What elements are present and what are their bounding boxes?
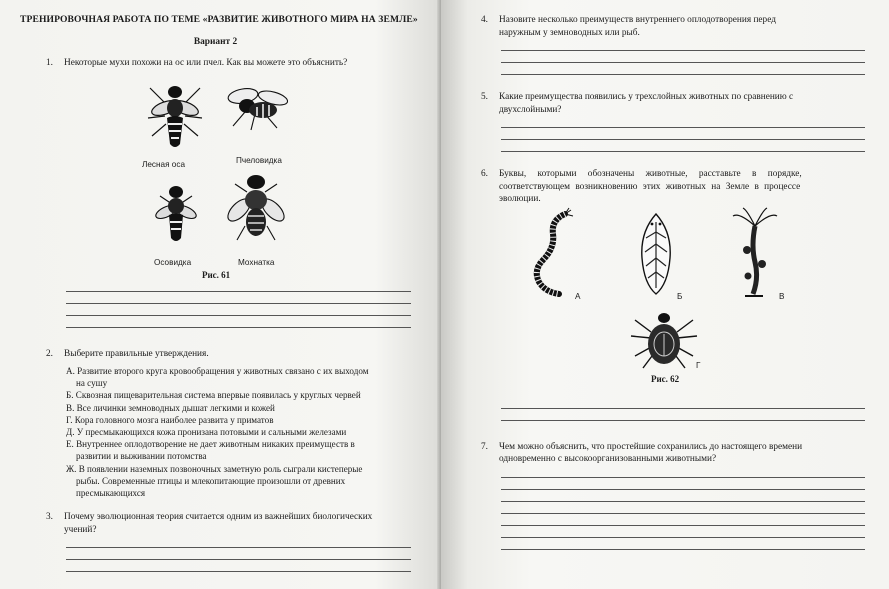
- question-text: учений?: [64, 524, 97, 535]
- option-a-cont: на сушу: [76, 378, 108, 389]
- question-text: соответствующем возникновению этих животных на Земле в процессе: [499, 181, 801, 192]
- answer-line[interactable]: [501, 140, 865, 152]
- answer-line[interactable]: [66, 536, 411, 548]
- hairyfly-illustration: [225, 170, 287, 244]
- answer-line[interactable]: [501, 128, 865, 140]
- answer-line[interactable]: [501, 51, 865, 63]
- answer-lines-q1: [66, 280, 411, 328]
- option-e[interactable]: Е. Внутреннее оплодотворение не дает животным никаких преимуществ в: [66, 439, 355, 450]
- answer-line[interactable]: [66, 304, 411, 316]
- question-text: Какие преимущества появились у трехслойных животных по сравнению с: [499, 92, 794, 102]
- question-number: 4.: [481, 15, 488, 25]
- answer-line[interactable]: [501, 526, 865, 538]
- answer-options: [66, 365, 411, 499]
- answer-line[interactable]: [501, 39, 865, 51]
- answer-line[interactable]: [66, 560, 411, 572]
- figure-61-caption: Рис. 61: [202, 269, 231, 280]
- option-d[interactable]: Д. У пресмыкающихся кожа пронизана потовыми и сальными железами: [66, 427, 347, 438]
- answer-lines-q4: [501, 39, 865, 75]
- question-text: наружным у земноводных или рыб.: [499, 27, 640, 38]
- option-g[interactable]: Г. Кора головного мозга наиболее развита у приматов: [66, 414, 274, 425]
- wasp-illustration: [140, 78, 210, 150]
- question-text: Почему эволюционная теория считается одним из важнейших биологических: [64, 512, 373, 523]
- answer-line[interactable]: [66, 548, 411, 560]
- worm-illustration: [529, 210, 579, 296]
- option-zh-cont: рыбы. Современные птицы и млекопитающие произошли от древних: [76, 475, 346, 486]
- question-number: 7.: [481, 441, 488, 452]
- left-page: [0, 0, 441, 589]
- answer-line[interactable]: [501, 466, 865, 478]
- figure-label-beefly: Пчеловидка: [236, 155, 282, 165]
- answer-line[interactable]: [66, 316, 411, 328]
- waspfly-illustration: [152, 182, 200, 246]
- question-text: Некоторые мухи похожи на ос или пчел. Как вы можете это объяснить?: [64, 58, 348, 68]
- answer-line[interactable]: [501, 514, 865, 526]
- question-text: Выберите правильные утверждения.: [64, 348, 209, 359]
- question-number: 6.: [481, 169, 488, 179]
- question-number: 1.: [46, 58, 53, 68]
- answer-lines-q5: [501, 116, 865, 152]
- answer-line[interactable]: [66, 292, 411, 304]
- option-zh-cont: пресмыкающихся: [76, 488, 146, 499]
- question-number: 5.: [481, 92, 488, 102]
- option-a[interactable]: А. Развитие второго круга кровообращения у животных связано с их выходом: [66, 366, 369, 376]
- figure-label-wasp: Лесная оса: [142, 159, 186, 169]
- flatworm-illustration: [636, 212, 676, 296]
- answer-lines-q7: [501, 466, 865, 550]
- question-4: [481, 14, 865, 39]
- figure-label-v: В: [779, 291, 785, 301]
- option-v[interactable]: В. Все личинки земноводных дышат легкими и кожей: [66, 402, 275, 413]
- hydra-illustration: [729, 206, 781, 300]
- right-page: [441, 0, 889, 589]
- question-5: [481, 91, 865, 116]
- answer-line[interactable]: [501, 63, 865, 75]
- worksheet-title: ТРЕНИРОВОЧНАЯ РАБОТА ПО ТЕМЕ «РАЗВИТИЕ ЖИВОТНОГО МИРА НА ЗЕМЛЕ»: [20, 14, 418, 25]
- figure-label-b: Б: [677, 291, 683, 301]
- answer-lines-q6: [501, 397, 865, 421]
- answer-line[interactable]: [66, 280, 411, 292]
- answer-line[interactable]: [501, 397, 865, 409]
- tick-illustration: [629, 306, 699, 372]
- answer-line[interactable]: [501, 409, 865, 421]
- question-6: [481, 168, 865, 206]
- figure-61: [20, 70, 411, 280]
- answer-line[interactable]: [501, 478, 865, 490]
- option-zh[interactable]: Ж. В появлении наземных позвоночных заметную роль сыграли кистеперые: [66, 463, 363, 474]
- beefly-illustration: [225, 82, 291, 132]
- figure-62: [501, 206, 865, 391]
- option-b[interactable]: Б. Сквозная пищеварительная система впервые появилась у круглых червей: [66, 390, 361, 401]
- question-text: Буквы, которыми обозначены животные, расставьте в порядке,: [499, 169, 802, 179]
- answer-line[interactable]: [501, 116, 865, 128]
- answer-line[interactable]: [501, 502, 865, 514]
- figure-label-g: Г: [696, 360, 701, 370]
- variant-heading: Вариант 2: [193, 37, 238, 47]
- question-text: одновременно с высокоорганизованными животными?: [499, 454, 717, 464]
- figure-label-waspfly: Осовидка: [154, 257, 192, 267]
- question-text: Чем можно объяснить, что простейшие сохранились до настоящего времени: [499, 441, 803, 452]
- answer-line[interactable]: [501, 538, 865, 550]
- figure-62-caption: Рис. 62: [651, 373, 680, 384]
- question-7: [481, 441, 865, 466]
- question-text: эволюции.: [499, 194, 541, 204]
- answer-lines-q3: [66, 536, 411, 572]
- question-2: [46, 348, 411, 361]
- question-number: 2.: [46, 348, 53, 359]
- answer-line[interactable]: [501, 490, 865, 502]
- question-text: Назовите несколько преимуществ внутреннего оплодотворения перед: [499, 15, 776, 25]
- question-3: [46, 511, 411, 536]
- option-e-cont: развитии и выживании потомства: [76, 451, 207, 462]
- figure-label-hairyfly: Мохнатка: [238, 257, 275, 267]
- question-1: [46, 57, 411, 70]
- question-number: 3.: [46, 512, 53, 523]
- figure-label-a: А: [575, 291, 581, 301]
- question-text: двухслойными?: [499, 104, 562, 115]
